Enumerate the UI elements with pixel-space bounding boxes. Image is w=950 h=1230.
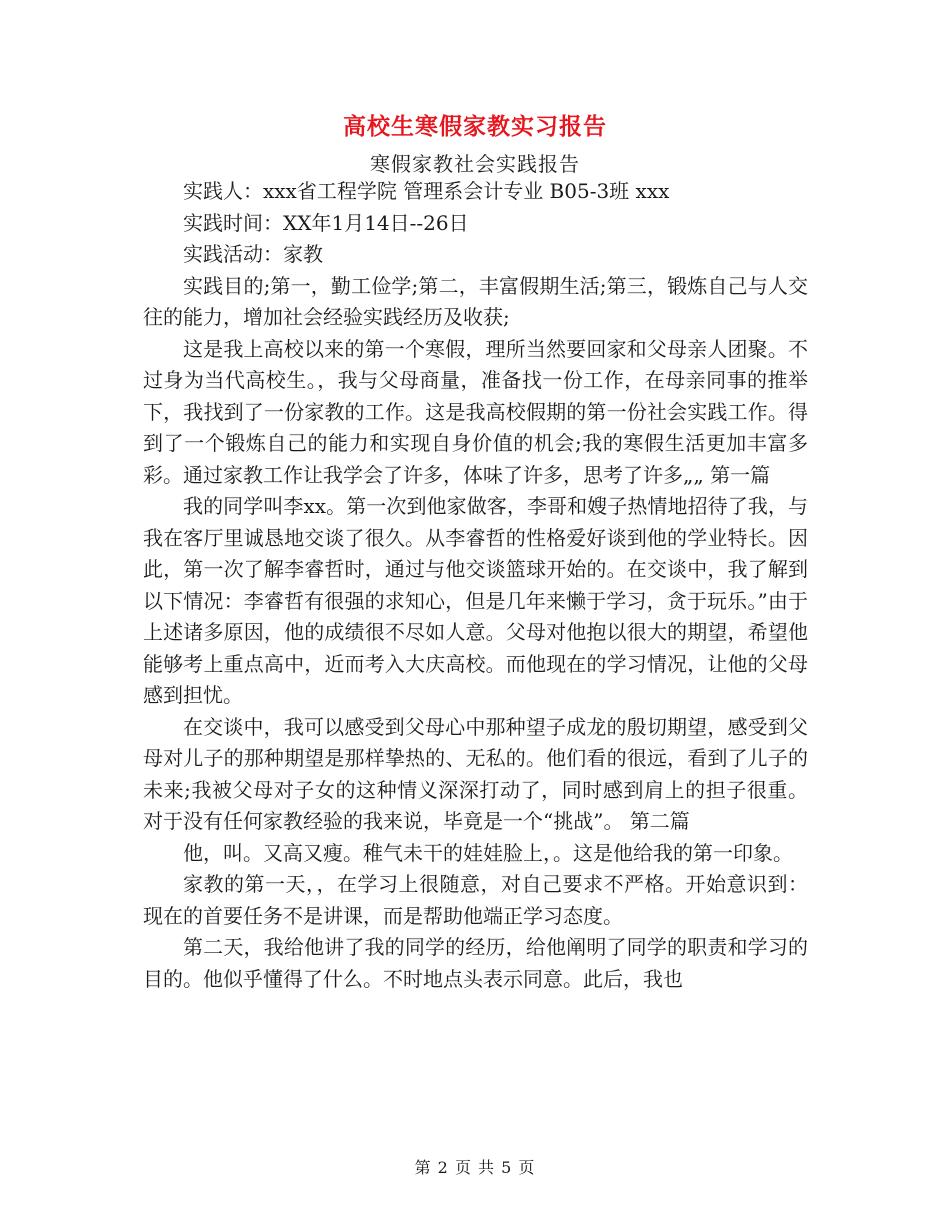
- paragraph-practice-time: 实践时间：XX年1月14日--26日: [183, 210, 469, 235]
- paragraph-body: 在交谈中，我可以感受到父母心中那种望子成龙的殷切期望，感受到父母对儿子的那种期望是那样挚热的、无私的。他们看的很远，看到了儿子的未来;我被父母对子女的这种情义深深打动了，同时感到肩上的担子很重。对于没有任何家教经验的我来说，毕竟是一个“挑战”。 第二篇: [143, 714, 808, 833]
- paragraph-body: 他，叫。又高又瘦。稚气未干的娃娃脸上，。这是他给我的第一印象。: [183, 840, 793, 865]
- document-subtitle: 寒假家教社会实践报告: [370, 152, 580, 176]
- paragraph-body: 第二天，我给他讲了我的同学的经历，给他阐明了同学的职责和学习的目的。他似乎懂得了什么。不时地点头表示同意。此后，我也: [143, 935, 808, 991]
- paragraph-body: 这是我上高校以来的第一个寒假，理所当然要回家和父母亲人团聚。不过身为当代高校生。，我与父母商量，准备找一份工作，在母亲同事的推举下，我找到了一份家教的工作。这是我高校假期的第一份社会实践工作。得到了一个锻炼自己的能力和实现自身价值的机会;我的寒假生活更加丰富多彩。通过家教工作让我学会了许多，体味了许多，思考了许多„„ 第一篇: [143, 336, 808, 487]
- page-number-footer: 第 2 页 共 5 页: [414, 1158, 536, 1177]
- document-body: [143, 176, 808, 995]
- paragraph-practice-purpose: 实践目的;第一，勤工俭学;第二，丰富假期生活;第三，锻炼自己与人交往的能力，增加社会经验实践经历及收获;: [143, 273, 808, 329]
- paragraph-practitioner: 实践人：xxx省工程学院 管理系会计专业 B05-3班 xxx: [183, 179, 670, 203]
- document-title: 高校生寒假家教实习报告: [343, 113, 607, 140]
- paragraph-body: 家教的第一天，，在学习上很随意，对自己要求不严格。开始意识到：现在的首要任务不是讲课，而是帮助他端正学习态度。: [143, 872, 808, 928]
- paragraph-body: 我的同学叫李xx。第一次到他家做客，李哥和嫂子热情地招待了我，与我在客厅里诚恳地交谈了很久。从李睿哲的性格爱好谈到他的学业特长。因此，第一次了解李睿哲时，通过与他交谈篮球开始的。在交谈中，我了解到以下情况：李睿哲有很强的求知心，但是几年来懒于学习，贪于玩乐。”由于上述诸多原因，他的成绩很不尽如人意。父母对他抱以很大的期望，希望他能够考上重点高中，近而考入大庆高校。而他现在的学习情况，让他的父母感到担忧。: [143, 494, 808, 707]
- paragraph-practice-activity: 实践活动：家教: [183, 242, 323, 266]
